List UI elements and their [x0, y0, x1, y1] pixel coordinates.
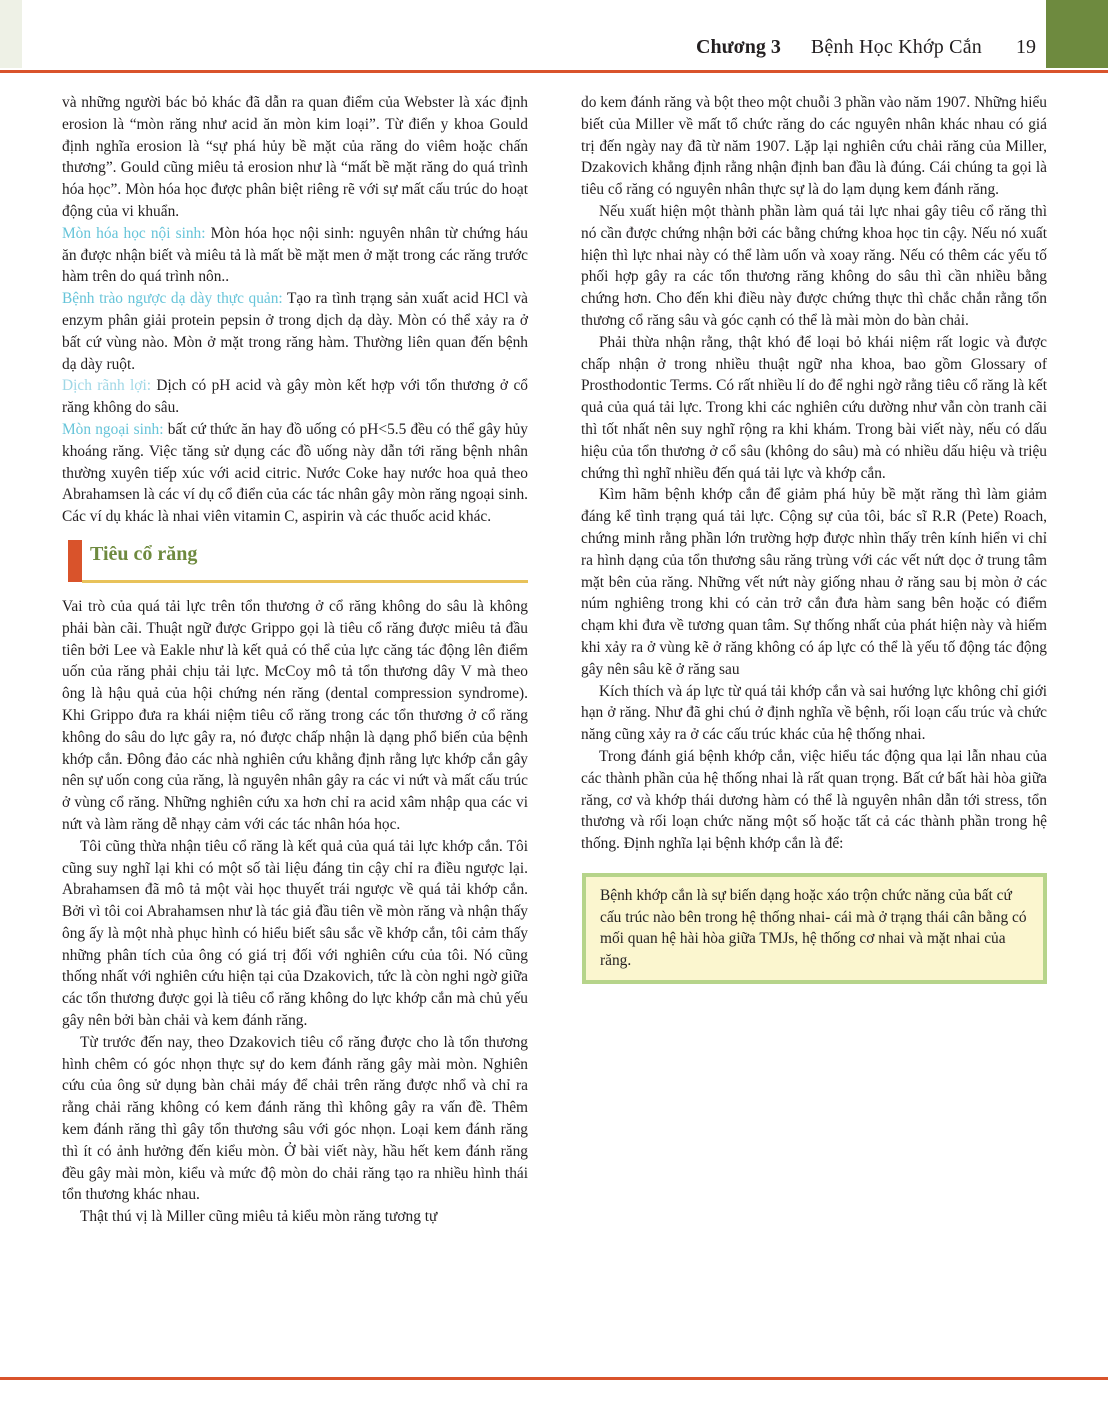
- paragraph: Tôi cũng thừa nhận tiêu cổ răng là kết quả của quá tải lực khớp cắn. Tôi cũng suy nghĩ lại khi có một số tài liệu đáng tin cậy chỉ ra điều ngược lại. Abrahamsen đã mô tả một vài học thuyết trái ngược về quá tải khớp cắn. Bởi vì tôi coi Abrahamsen như là tác giả đầu tiên về mòn răng và nhận thấy ông ấy là một nhà phục hình có hiểu biết sâu sắc về khớp cắn, tôi cảm thấy những phân tích của ông có giá trị đối với nghiên cứu của tôi. Nó cũng thống nhất với nghiên cứu hiện tại của Dzakovich, tức là còn nghi ngờ giữa các tổn thương được gọi là tiêu cổ răng không do lực khớp cắn mà chủ yếu gây nên bởi bàn chải và kem đánh răng.: [62, 837, 528, 1030]
- paragraph: do kem đánh răng và bột theo một chuỗi 3 phần vào năm 1907. Những hiểu biết của Miller về mất tổ chức răng do các nguyên nhân khác nhau có giá trị đến ngày nay đã từ năm 1907. Lặp lại nghiên cứu chải răng của Miller, Dzakovich khẳng định rằng nhận định ban đầu là đúng. Cái chúng ta gọi là tiêu cổ răng có nguyên nhân thực sự là do lạm dụng kem đánh răng.: [581, 94, 1047, 199]
- paragraph: và những người bác bỏ khác đã dẫn ra quan điểm của Webster là xác định erosion là “mòn răng như acid ăn mòn kim loại”. Từ điển y khoa Gould định nghĩa erosion là “sự phá hủy bề mặt của răng do viêm hoặc chấn thương”. Gould cũng miêu tả erosion như là “mất bề mặt răng do quá trình hóa học”. Mòn hóa học được phân biệt riêng rẽ với sự mất cấu trúc do hoạt động của vi khuẩn.: [62, 94, 528, 220]
- section-title: Tiêu cổ răng: [90, 542, 198, 565]
- paragraph: Từ trước đến nay, theo Dzakovich tiêu cổ răng được cho là tổn thương hình chêm có góc nhọn thực sự do kem đánh răng gây mài mòn. Nghiên cứu của ông sử dụng bàn chải máy để chải trên răng được nhổ và chỉ ra rằng chải răng không có kem đánh răng thì không gây ra vấn đề. Thêm kem đánh răng thì gây tổn thương sâu với góc nhọn. Loại kem đánh răng thì ít có ảnh hưởng đến kiểu mòn. Ở bài viết này, hầu hết kem đánh răng đều gây mài mòn, kiểu và mức độ mòn do chải răng tạo ra nhiều hình thái tổn thương khác nhau.: [62, 1033, 528, 1204]
- section-marker: [68, 540, 82, 582]
- footer-rule: [0, 1377, 1108, 1380]
- term-paragraph-gingival-fluid: [62, 375, 528, 419]
- term-label: Dịch rãnh lợi:: [62, 377, 151, 395]
- term-text: bất cứ thức ăn hay đồ uống có pH<5.5 đều có thể gây hủy khoáng răng. Việc tăng sử dụng các đồ uống này dẫn tới răng bệnh nhân thường xuyên tiếp xúc với acid citric. Nước Coke hay nước hoa quả theo Abrahamsen là các ví dụ cổ điển của các tác nhân gây mòn răng ngoại sinh. Các ví dụ khác là nhai viên vitamin C, aspirin và các thuốc acid khác.: [62, 420, 528, 526]
- term-text: Mòn hóa học nội sinh: nguyên nhân từ chứng háu ăn được nhận biết và miêu tả là mất bề mặt men ở mặt trong các răng trước hàm trên do quá trình nôn..: [62, 224, 528, 286]
- term-text: Dịch có pH acid và gây mòn kết hợp với tổn thương ở cổ răng không do sâu.: [62, 377, 528, 417]
- chapter-color-tab: [1046, 0, 1108, 68]
- term-paragraph-endogenous: [62, 223, 528, 288]
- paragraph: Phải thừa nhận rằng, thật khó để loại bỏ khái niệm rất logic và được chấp nhận ở trong nhiều thuật ngữ nha khoa, bao gồm Glossary of Prosthodontic Terms. Có rất nhiều lí do để nghi ngờ rằng tiêu cổ răng là kết quả của quá tải lực. Trong khi các nghiên cứu dường như vẫn còn tranh cãi thì tốt nhất nên suy nghĩ rộng ra khi khám. Trong bài viết này, nếu có dấu hiệu của tổn thương ở cổ sâu (không do sâu) mà có nhiều dấu hiệu và triệu chứng thì nghĩ nhiều đến quá tải lực và khớp cắn.: [581, 333, 1047, 482]
- page-number: 19: [1016, 36, 1036, 58]
- running-header: [696, 36, 1036, 66]
- chapter-title: Bệnh Học Khớp Cắn: [810, 36, 982, 58]
- section-heading: [62, 538, 528, 584]
- paragraph: Thật thú vị là Miller cũng miêu tả kiểu mòn răng tương tự: [80, 1208, 438, 1226]
- corner-decoration-left: [0, 0, 22, 68]
- left-column: [62, 92, 528, 1228]
- definition-callout-box: Bệnh khớp cắn là sự biến dạng hoặc xáo trộn chức năng của bất cứ cấu trúc nào bên trong hệ thống nhai- cái mà ở trạng thái cân bằng có mối quan hệ hài hòa giữa TMJs, hệ thống cơ nhai và mặt nhai của răng.: [582, 873, 1047, 984]
- term-text: Tạo ra tình trạng sản xuất acid HCl và enzym phân giải protein pepsin ở trong dịch dạ dày. Mòn có thể xảy ra ở bất cứ vùng nào. Mòn ở mặt trong răng hàm. Thường liên quan đến bệnh dạ dày ruột.: [62, 290, 528, 373]
- paragraph: Trong đánh giá bệnh khớp cắn, việc hiểu tác động qua lại lẫn nhau của các thành phần của hệ thống nhai là rất quan trọng. Bất cứ bất hài hòa giữa răng, cơ và khớp thái dương hàm có thể là nguyên nhân dẫn tới stress, tổn thương và rối loạn chức năng một số hoặc tất cả các thành phần trong hệ thống. Định nghĩa lại bệnh khớp cắn là để:: [581, 747, 1047, 853]
- paragraph: Nếu xuất hiện một thành phần làm quá tải lực nhai gây tiêu cổ răng thì nó cần được chứng nhận bởi các bằng chứng khoa học tin cậy. Nếu nó xuất hiện thì lực nhai này có thể làm uốn và xoay răng. Nếu có thêm các yếu tố phối hợp gây ra các tổn thương răng không do sâu thì cần nhiều bằng chứng hơn. Cho đến khi điều này được chứng thực thì chắc chắn rằng tổn thương cổ răng sâu và góc cạnh có thể là mài mòn do bàn chải.: [581, 202, 1047, 329]
- term-label: Mòn hóa học nội sinh:: [62, 224, 206, 242]
- header-rule: [0, 70, 1108, 73]
- paragraph: Kích thích và áp lực từ quá tải khớp cắn và sai hướng lực không chỉ giới hạn ở răng. Như đã ghi chú ở định nghĩa về bệnh, rối loạn cấu trúc và chức năng cũng xảy ra ở các cấu trúc khác của hệ thống nhai.: [581, 682, 1047, 744]
- term-paragraph-gerd: [62, 288, 528, 375]
- chapter-label: Chương 3: [696, 36, 781, 58]
- term-label: Bệnh trào ngược dạ dày thực quản:: [62, 290, 283, 308]
- paragraph: Vai trò của quá tải lực trên tổn thương ở cổ răng không do sâu là không phải bàn cãi. Thuật ngữ được Grippo gọi là tiêu cổ răng được miêu tả đầu tiên bởi Lee và Eakle như là kết quả có thể của lực căng tác động lên điểm uốn của răng phải chịu tải lực. McCoy mô tả tổn thương dây V mà theo ông là hậu quả của hội chứng nén răng (dental compression syndrome). Khi Grippo đưa ra khái niệm tiêu cổ răng trong các tổn thương ở cổ răng không do sâu do lực gây ra, nó được chấp nhận là dạng phổ biến của bệnh khớp cắn. Đông đảo các nhà nghiên cứu khẳng định rằng lực khớp cắn gây nên sự uốn cong của răng, là nguyên nhân gây ra các vi nứt và mất cấu trúc ở vùng cổ răng. Những nghiên cứu xa hơn chỉ ra acid xâm nhập qua các vi nứt và làm răng dễ nhạy cảm với các tác nhân hóa học.: [62, 597, 528, 833]
- right-column: [581, 92, 1047, 984]
- term-paragraph-exogenous: [62, 419, 528, 528]
- paragraph: Kìm hãm bệnh khớp cắn để giảm phá hủy bề mặt răng thì làm giảm đáng kể tình trạng quá tải lực. Cộng sự của tôi, bác sĩ R.R (Pete) Roach, chứng minh rằng phần lớn trường hợp được nhìn thấy trên kính hiển vi chỉ ra hình dạng của tổn thương sâu răng trùng với các vết nứt dọc ở trung tâm mặt bên của răng. Những vết nứt này giống nhau ở răng sau bị mòn ở các núm nghiêng trong khi có cản trở cắn đưa hàm sang bên hoặc có điểm chạm khi đưa về tương quan tâm. Sự thống nhất của phát hiện này và hiếm khi xảy ra ở vùng kẽ ở răng không có áp lực có thể là yếu tố động tác động gây nên sâu kẽ ở răng sau: [581, 486, 1047, 678]
- term-label: Mòn ngoại sinh:: [62, 420, 164, 438]
- section-underline: [82, 580, 528, 583]
